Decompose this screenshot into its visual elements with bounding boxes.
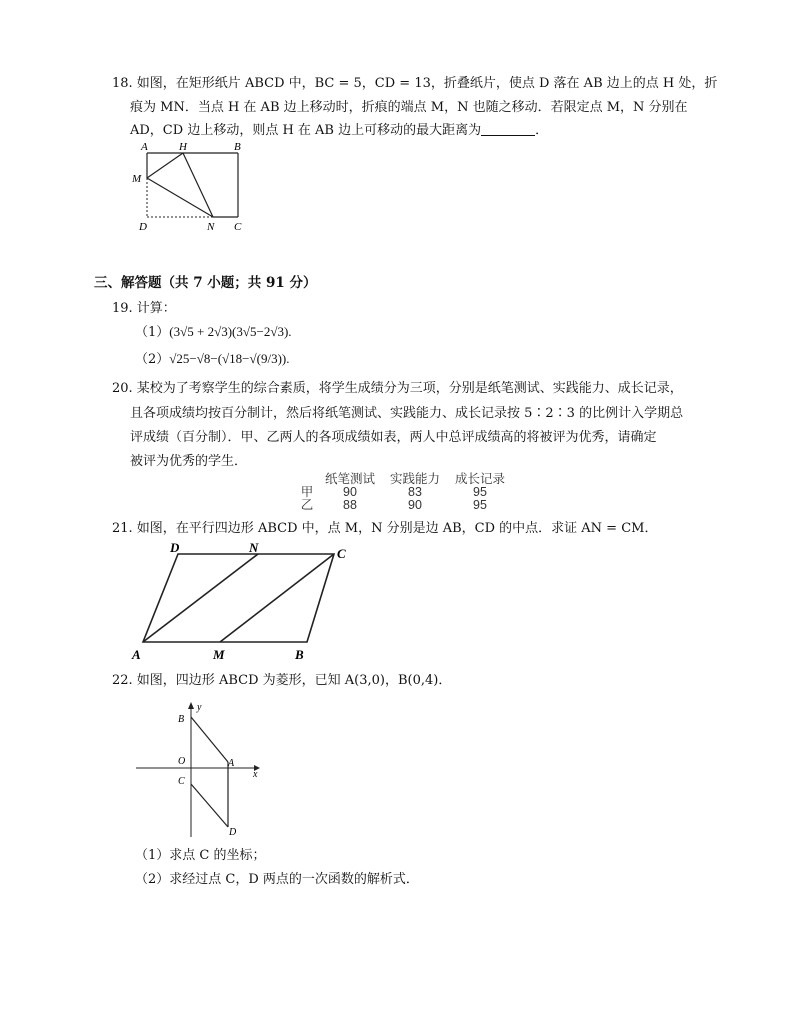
label-a: A (141, 141, 148, 153)
label-m: M (132, 173, 142, 185)
scores-table (296, 473, 512, 512)
label-b: B (295, 647, 304, 662)
label-n: N (207, 221, 215, 233)
label-c: C (234, 221, 242, 233)
label-c: C (178, 776, 185, 787)
q19-part-1 (135, 324, 292, 341)
q20-line-1: 20. 某校为了考察学生的综合素质，将学生成绩分为三项，分别是纸笔测试、实践能力、成长记录， (112, 381, 683, 396)
label-c: C (337, 546, 346, 561)
q22-part-2: （2）求经过点 C，D 两点的一次函数的解析式． (135, 872, 419, 887)
q19-part-1-label: （1） (135, 325, 170, 340)
label-o: O (178, 756, 186, 767)
q18-line-3-text: AD，CD 边上移动，则点 H 在 AB 边上可移动的最大距离为 (130, 123, 482, 138)
q18-line-3-end: ． (535, 123, 549, 138)
label-m: M (213, 647, 225, 662)
q19-part-2 (135, 351, 290, 368)
q22-figure (134, 697, 269, 840)
table-cell: 90 (343, 485, 357, 499)
section-3-title: 三、解答题（共 7 小题；共 91 分） (94, 275, 317, 291)
label-d: D (229, 827, 237, 838)
table-cell: 95 (473, 498, 487, 512)
table-cell: 90 (408, 498, 422, 512)
answer-blank (481, 123, 535, 136)
q18-figure (128, 138, 248, 238)
q21-text: 21. 如图，在平行四边形 ABCD 中，点 M，N 分别是边 AB，CD 的中点．求证 AN = CM． (112, 521, 658, 536)
table-header-cell: 成长记录 (454, 472, 505, 486)
parallelogram-abcd (143, 554, 334, 642)
q19-title: 19. 计算： (112, 301, 176, 316)
q22-part-1: （1）求点 C 的坐标； (135, 848, 266, 863)
q20-line-2: 且各项成绩均按百分制计，然后将纸笔测试、实践能力、成长记录按 5∶2∶3 的比例计入学期总 (130, 406, 684, 421)
q18-line-2: 痕为 MN．当点 H 在 AB 边上移动时，折痕的端点 M，N 也随之移动．若限定点 M，N 分别在 (130, 100, 688, 115)
q22-text: 22. 如图，四边形 ABCD 为菱形，已知 A(3,0)，B(0,4)． (112, 673, 452, 688)
y-axis-arrow (188, 702, 194, 709)
q21-figure (128, 540, 363, 664)
label-b: B (234, 141, 241, 153)
label-d: D (139, 221, 147, 233)
label-x: x (253, 769, 258, 780)
q20-line-4: 被评为优秀的学生． (130, 454, 248, 469)
table-cell: 95 (473, 485, 487, 499)
q20-line-3: 评成绩（百分制）．甲、乙两人的各项成绩如表，两人中总评成绩高的将被评为优秀，请确定 (130, 430, 657, 445)
table-header-cell: 纸笔测试 (324, 472, 375, 486)
label-a: A (228, 758, 235, 769)
label-h: H (179, 141, 187, 153)
table-cell: 乙 (300, 498, 314, 512)
q19-part-2-expr: √25−√8−(√18−√(9/3)). (169, 351, 290, 366)
table-cell: 88 (343, 498, 357, 512)
segment-mn (147, 178, 213, 217)
table-cell: 甲 (300, 485, 314, 499)
q18-line-1: 18. 如图，在矩形纸片 ABCD 中，BC = 5，CD = 13，折叠纸片，使点 D 落在 AB 边上的点 H 处，折 (112, 76, 718, 91)
label-d: D (170, 540, 180, 555)
table-header-cell: 实践能力 (389, 472, 440, 486)
q19-part-2-label: （2） (135, 352, 170, 367)
label-b: B (178, 714, 185, 725)
q18-line-3 (130, 123, 548, 139)
table-row (296, 499, 512, 512)
segment-cd (191, 784, 228, 827)
label-n: N (249, 540, 259, 555)
label-y: y (197, 702, 202, 713)
segment-mh (147, 153, 183, 178)
segment-ba (191, 717, 228, 762)
label-a: A (132, 647, 141, 662)
segment-hn (183, 153, 213, 217)
table-cell: 83 (408, 485, 422, 499)
q19-part-1-expr: (3√5 + 2√3)(3√5−2√3). (169, 324, 292, 339)
segment-mc (220, 554, 334, 642)
